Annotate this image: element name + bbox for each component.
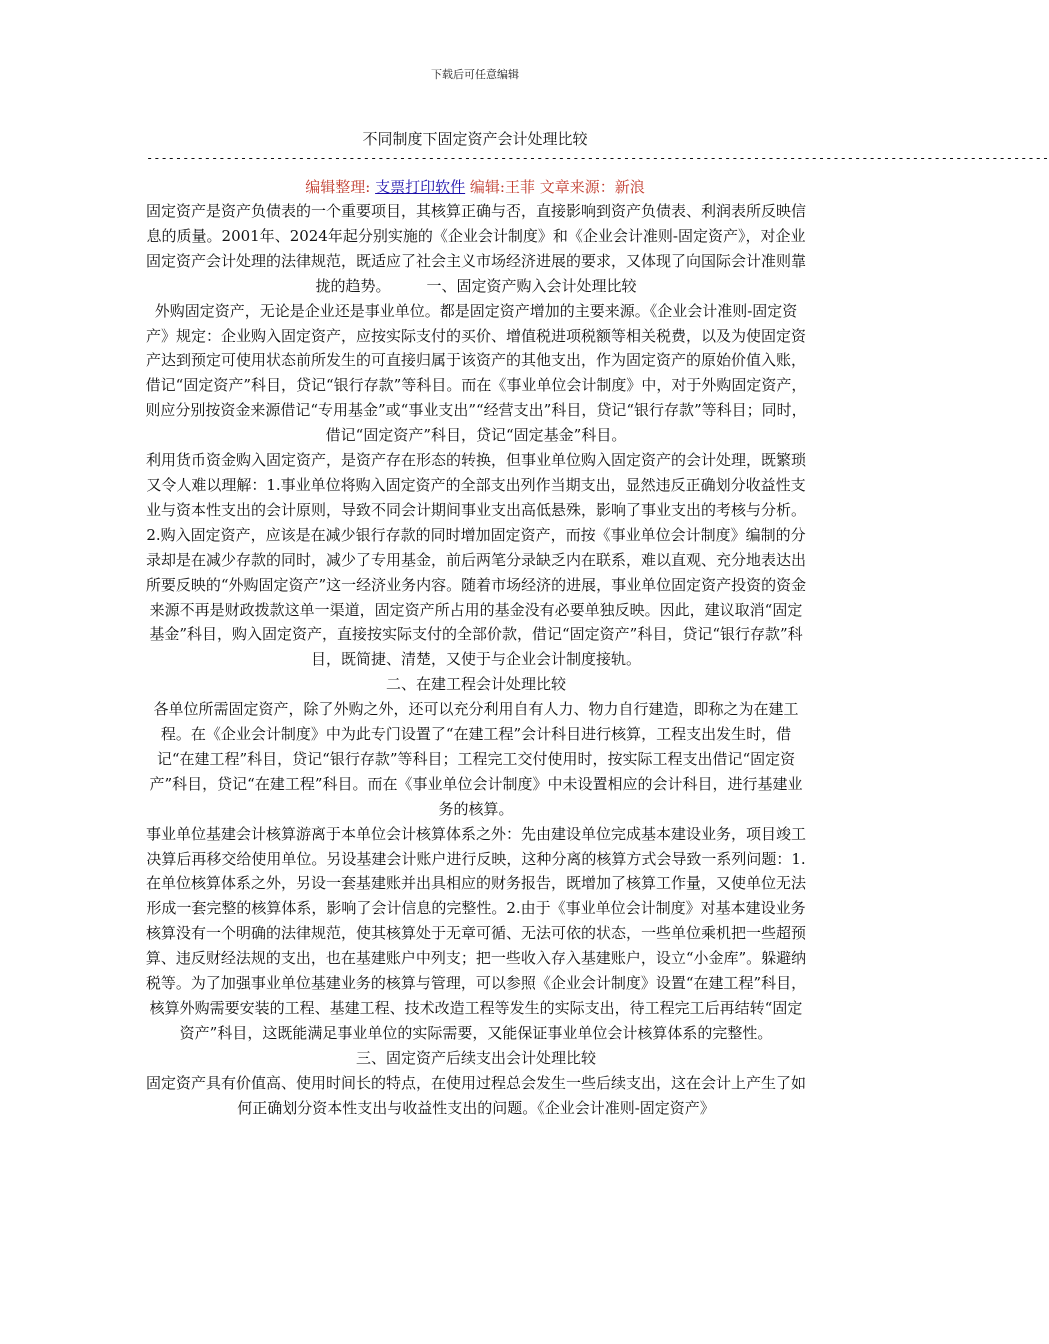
watermark-text: 下载后可任意编辑 (431, 68, 519, 81)
byline (0, 176, 950, 197)
paragraph: 各单位所需固定资产，除了外购之外，还可以充分利用自有人力、物力自行建造，即称之为在建工程。在《企业会计制度》中为此专门设置了“在建工程”会计科目进行核算，工程支出发生时，借记“在建工程”科目，贷记“银行存款”等科目；工程完工交付使用时，按实际工程支出借记“固定资产”科目，贷记“在建工程”科目。而在《事业单位会计制度》中未设置相应的会计科目，进行基建业务的核算。 (149, 700, 803, 818)
paragraph: 固定资产具有价值高、使用时间长的特点，在使用过程总会发生一些后续支出，这在会计上产生了如何正确划分资本性支出与收益性支出的问题。《企业会计准则-固定资产》 (145, 1073, 806, 1117)
document-title: 不同制度下固定资产会计处理比较 (362, 130, 588, 148)
article-body (145, 199, 807, 1121)
intro-paragraph (145, 199, 807, 299)
software-link[interactable]: 支票打印软件 (375, 178, 466, 196)
paragraph: 利用货币资金购入固定资产，是资产存在形态的转换，但事业单位购入固定资产的会计处理，既繁琐又令人难以理解：1.事业单位将购入固定资产的全部支出列作当期支出，显然违反正确划分收益性支业与资本性支出的会计原则，导致不同会计期间事业支出高低悬殊，影响了事业支出的考核与分析。2.购入固定资产，应该是在减少银行存款的同时增加固定资产，而按《事业单位会计制度》编制的分录却是在减少存款的同时，减少了专用基金，前后两笔分录缺乏内在联系，难以直观、充分地表达出所要反映的“外购固定资产”这一经济业务内容。随着市场经济的进展，事业单位固定资产投资的资金来源不再是财政拨款这单一渠道，固定资产所占用的基金没有必要单独反映。因此，建议取消“固定基金”科目，购入固定资产，直接按实际支付的全部价款，借记“固定资产”科目，贷记“银行存款”科目，既简捷、清楚，又使于与企业会计制度接轨。 (145, 451, 807, 669)
section1-heading: 一、固定资产购入会计处理比较 (426, 276, 637, 295)
section2-heading: 二、在建工程会计处理比较 (385, 675, 566, 694)
paragraph: 外购固定资产，无论是企业还是事业单位。都是固定资产增加的主要来源。《企业会计准则-固定资产》规定：企业购入固定资产，应按实际支付的买价、增值税进项税额等相关税费，以及为使固定资产达到预定可使用状态前所发生的可直接归属于该资产的其他支出，作为固定资产的原始价值入账，借记“固定资产”科目，贷记“银行存款”等科目。而在《事业单位会计制度》中，对于外购固定资产，则应分别按资金来源借记“专用基金”或“事业支出”“经营支出”科目，贷记“银行存款”等科目；同时，借记“固定资产”科目，贷记“固定基金”科目。 (145, 301, 807, 445)
intro-text: 固定资产是资产负债表的一个重要项目，其核算正确与否，直接影响到资产负债表、利润表所反映信息的质量。2001年、2024年起分别实施的《企业会计制度》和《企业会计准则-固定资产》，对企业固定资产会计处理的法律规范，既适应了社会主义市场经济进展的要求，又体现了向国际会计准则靠拢的趋势。 (145, 202, 806, 295)
title-divider: ----------------------------------------------------------------------------------------------------------------------------- (146, 151, 1049, 165)
section3-heading: 三、固定资产后续支出会计处理比较 (355, 1048, 596, 1067)
byline-suffix: 编辑:王菲 文章来源：新浪 (465, 178, 645, 196)
paragraph: 事业单位基建会计核算游离于本单位会计核算体系之外：先由建设单位完成基本建设业务，项目竣工决算后再移交给使用单位。另设基建会计账户进行反映，这种分离的核算方式会导致一系列问题：1.在单位核算体系之外，另设一套基建账并出具相应的财务报告，既增加了核算工作量，又使单位无法形成一套完整的核算体系，影响了会计信息的完整性。2.由于《事业单位会计制度》对基本建设业务核算没有一个明确的法律规范，使其核算处于无章可循、无法可依的状态，一些单位乘机把一些超预算、违反财经法规的支出，也在基建账户中列支；把一些收入存入基建账户，设立“小金库”。躲避纳税等。为了加强事业单位基建业务的核算与管理，可以参照《企业会计制度》设置“在建工程”科目，核算外购需要安装的工程、基建工程、技术改造工程等发生的实际支出，待工程完工后再结转“固定资产”科目，这既能满足事业单位的实际需要，又能保证事业单位会计核算体系的完整性。 (145, 824, 807, 1042)
byline-prefix: 编辑整理: (305, 178, 376, 196)
